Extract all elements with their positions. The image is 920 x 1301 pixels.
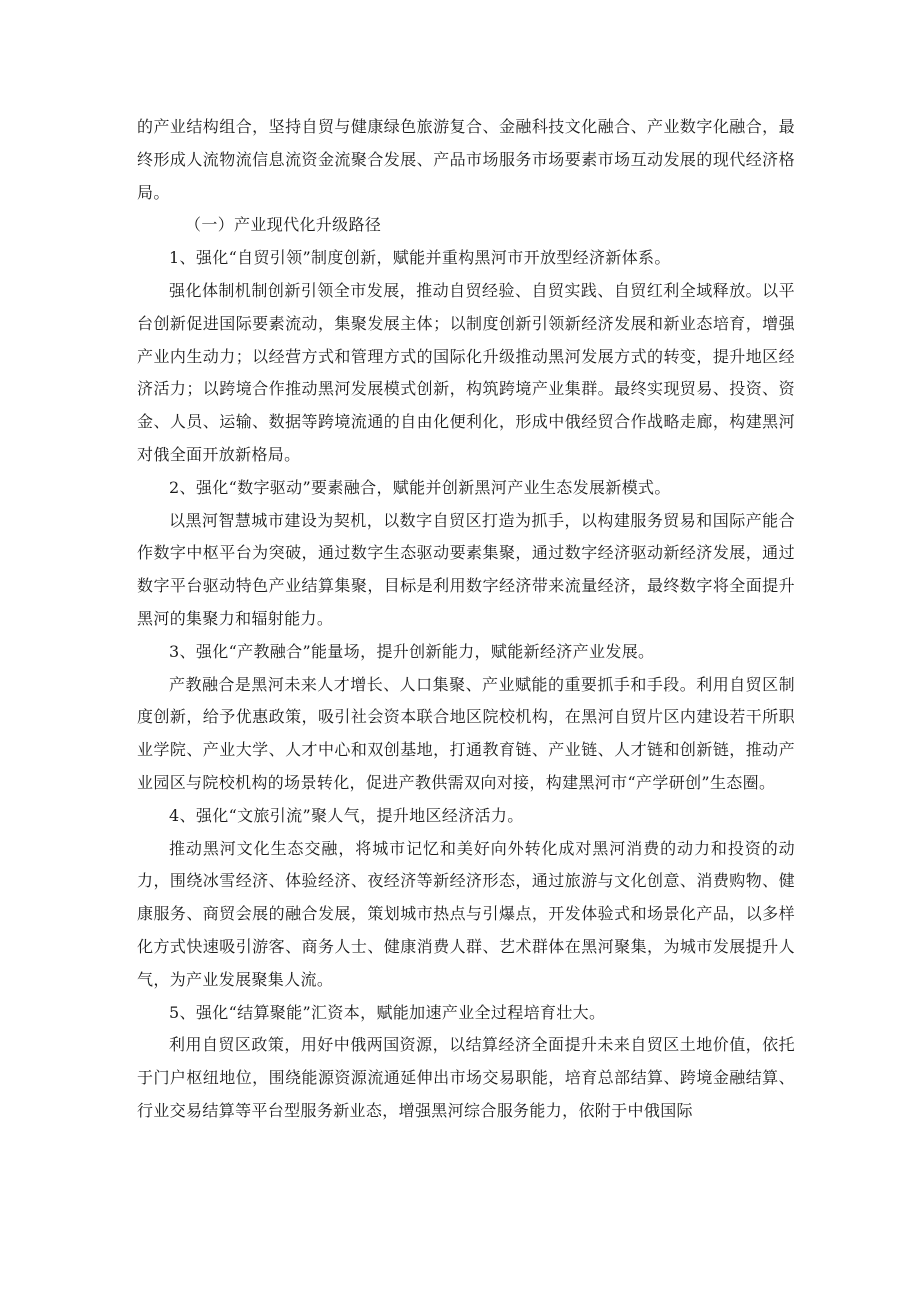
item-heading-3: 3、强化“产教融合”能量场，提升创新能力，赋能新经济产业发展。 xyxy=(169,641,655,661)
paragraph-3: 产教融合是黑河未来人才增长、人口集聚、产业赋能的重要抓手和手段。利用自贸区制度创新，给予优惠政策，吸引社会资本联合地区院校机构，在黑河自贸片区内建设若干所职业学院、产业大学、人才中心和双创基地，打通教育链、产业链、人才链和创新链，推动产业园区与院校机构的场景转化，促进产教供需双向对接，构建黑河市“产学研创”生态圈。 xyxy=(137,674,795,792)
paragraph-intro-continuation: 的产业结构组合，坚持自贸与健康绿色旅游复合、金融科技文化融合、产业数字化融合，最终形成人流物流信息流资金流聚合发展、产品市场服务市场要素市场互动发展的现代经济格局。 xyxy=(137,117,795,202)
paragraph-5: 利用自贸区政策，用好中俄两国资源，以结算经济全面提升未来自贸区土地价值，依托于门户枢纽地位，围绕能源资源流通延伸出市场交易职能，培育总部结算、跨境金融结算、行业交易结算等平台型服务新业态，增强黑河综合服务能力，依附于中俄国际 xyxy=(137,1035,795,1120)
paragraph-1: 强化体制机制创新引领全市发展，推动自贸经验、自贸实践、自贸红利全域释放。以平台创新促进国际要素流动，集聚发展主体；以制度创新引领新经济发展和新业态培育，增强产业内生动力；以经营方式和管理方式的国际化升级推动黑河发展方式的转变，提升地区经济活力；以跨境合作推动黑河发展模式创新，构筑跨境产业集群。最终实现贸易、投资、资金、人员、运输、数据等跨境流通的自由化便利化，形成中俄经贸合作战略走廊，构建黑河对俄全面开放新格局。 xyxy=(137,280,795,464)
paragraph-2: 以黑河智慧城市建设为契机，以数字自贸区打造为抓手，以构建服务贸易和国际产能合作数字中枢平台为突破，通过数字生态驱动要素集聚，通过数字经济驱动新经济发展，通过数字平台驱动特色产业结算集聚，目标是利用数字经济带来流量经济，最终数字将全面提升黑河的集聚力和辐射能力。 xyxy=(137,510,795,628)
document-body xyxy=(137,111,795,1128)
item-heading-2: 2、强化“数字驱动”要素融合，赋能并创新黑河产业生态发展新模式。 xyxy=(169,477,671,497)
paragraph-4: 推动黑河文化生态交融，将城市记忆和美好向外转化成对黑河消费的动力和投资的动力，围绕冰雪经济、体验经济、夜经济等新经济形态，通过旅游与文化创意、消费购物、健康服务、商贸会展的融合发展，策划城市热点与引爆点，开发体验式和场景化产品，以多样化方式快速吸引游客、商务人士、健康消费人群、艺术群体在黑河聚集，为城市发展提升人气，为产业发展聚集人流。 xyxy=(137,838,795,989)
item-heading-1: 1、强化“自贸引领”制度创新，赋能并重构黑河市开放型经济新体系。 xyxy=(169,248,671,268)
section-heading: （一）产业现代化升级路径 xyxy=(185,215,382,235)
item-heading-5: 5、强化“结算聚能”汇资本，赋能加速产业全过程培育壮大。 xyxy=(169,1002,606,1022)
item-heading-4: 4、强化“文旅引流”聚人气，提升地区经济活力。 xyxy=(169,805,524,825)
